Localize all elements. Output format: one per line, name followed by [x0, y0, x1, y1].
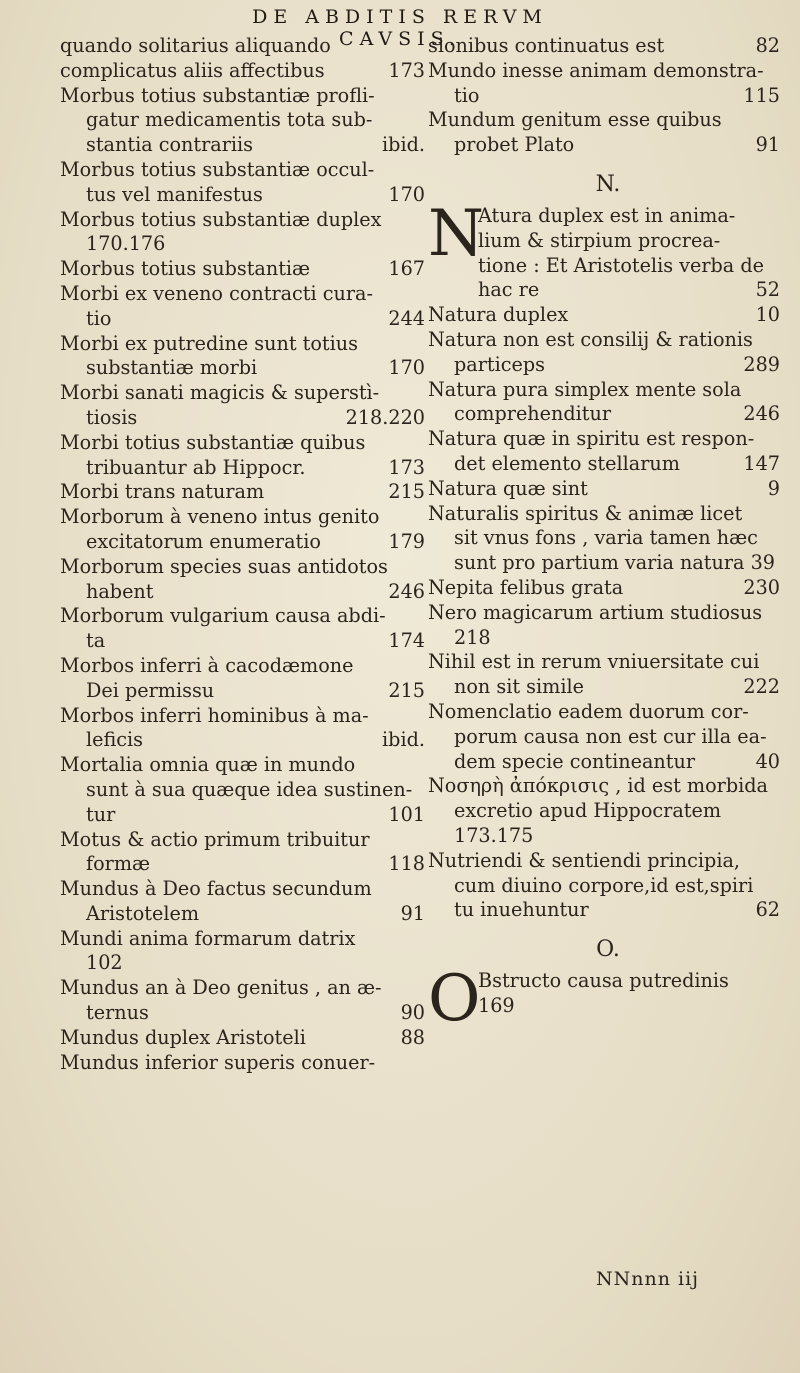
catchword: NNnnn iij: [596, 1268, 700, 1290]
letter-heading-n: N.: [595, 171, 621, 197]
page-reference: 62: [755, 898, 780, 922]
entry-line: Natura quæ sint 9: [428, 476, 780, 500]
page-reference: 88: [400, 1025, 425, 1049]
page-reference: ibid.: [382, 728, 425, 752]
index-entry: [60, 704, 425, 754]
entry-line: Morbos inferri à cacodæmone: [60, 653, 354, 677]
index-entry: [60, 976, 425, 1026]
entry-line: Natura duplex 10: [428, 303, 780, 327]
entry-line: quando solitarius aliquando: [60, 34, 331, 57]
index-entry: [428, 328, 788, 378]
index-entry: [428, 427, 788, 477]
entry-line: 169: [478, 993, 515, 1017]
index-entry: [60, 480, 425, 505]
index-entry: [60, 654, 425, 704]
running-head: DE ABDITIS RERVM CAVSIS.: [252, 6, 548, 50]
page-reference: 215: [388, 480, 425, 504]
entry-line: habent 246: [86, 579, 425, 603]
page-reference: 10: [755, 303, 780, 327]
page-reference: 174: [388, 629, 425, 653]
entry-line: Morbi sanati magicis & superstì-: [60, 381, 380, 405]
index-entry: [60, 877, 425, 927]
page-reference: 52: [755, 278, 780, 302]
entry-line: Natura pura simplex mente sola: [428, 377, 742, 401]
page-reference: 173: [388, 455, 425, 479]
entry-line: sionibus continuatus est 82: [428, 34, 780, 57]
index-entry: [428, 700, 788, 774]
entry-line: Mundus à Deo factus secundum: [60, 877, 372, 901]
page-reference: 91: [755, 133, 780, 157]
entry-line: 102: [86, 951, 123, 975]
page-reference: 115: [743, 83, 780, 107]
entry-line: Morborum species suas antidotos: [60, 554, 388, 578]
entry-line: tribuantur ab Hippocr. 173: [86, 455, 425, 479]
entry-line: sunt à sua quæque idea sustinen-: [86, 777, 413, 801]
index-entry: [428, 774, 788, 848]
obstructo-intro-entry: [428, 962, 788, 1037]
entry-line: sit vnus fons , varia tamen hæc: [454, 526, 758, 550]
page-reference: 246: [743, 402, 780, 426]
entry-line: Morbus totius substantiæ profli-: [60, 83, 375, 107]
entry-line: dem specie contineantur 40: [454, 749, 780, 773]
drop-cap-o: O: [428, 962, 481, 1037]
entry-line: excretio apud Hippocratem: [454, 799, 722, 823]
page-reference: 246: [388, 579, 425, 603]
entry-line: Mundus an à Deo genitus , an æ-: [60, 976, 382, 1000]
entry-line: leficis ibid.: [86, 728, 425, 752]
entry-line: Morbos inferri hominibus à ma-: [60, 703, 369, 727]
entry-line: Morbi trans naturam 215: [60, 480, 425, 504]
page-reference: 230: [743, 575, 780, 599]
drop-cap-n: N: [428, 196, 484, 271]
entry-line: Morbus totius substantiæ 167: [60, 257, 425, 281]
index-entry: [60, 604, 425, 654]
index-entry: [60, 208, 425, 258]
entry-line: Morbi totius substantiæ quibus: [60, 430, 366, 454]
entry-line: Atura duplex est in anima-: [478, 203, 736, 227]
entry-line: Dei permissu 215: [86, 678, 425, 702]
right-column: [428, 34, 788, 1037]
index-entry: [60, 753, 425, 827]
page-reference: 218.220: [345, 405, 425, 429]
entry-line: Nero magicarum artium studiosus: [428, 600, 763, 624]
entry-line: Natura quæ in spiritu est respon-: [428, 427, 755, 451]
entry-line: stantia contrariis ibid.: [86, 133, 425, 157]
entry-line: Natura non est consilij & rationis: [428, 327, 753, 351]
entry-line: tio 244: [86, 306, 425, 330]
index-entry: [60, 431, 425, 481]
index-entry: [428, 303, 788, 328]
page-reference: 91: [400, 901, 425, 925]
index-entry: [60, 59, 425, 84]
entry-line: tione : Et Aristotelis verba de: [478, 253, 764, 277]
entry-line: Morbus totius substantiæ occul-: [60, 157, 375, 181]
index-entry: [428, 601, 788, 651]
index-entry: [428, 378, 788, 428]
entry-line: 173.175: [454, 823, 534, 847]
entry-line: Nihil est in rerum vniuersitate cui: [428, 650, 760, 674]
page-reference: 215: [388, 678, 425, 702]
entry-line: excitatorum enumeratio 179: [86, 529, 425, 553]
index-entry: [428, 502, 788, 576]
index-entry: [60, 828, 425, 878]
page-reference: 147: [743, 451, 780, 475]
page-reference: 289: [743, 352, 780, 376]
page-reference: 82: [755, 34, 780, 57]
entry-line: lium & stirpium procrea-: [478, 228, 721, 252]
entry-line: tu inuehuntur 62: [454, 898, 780, 922]
natura-intro-entry: [428, 196, 788, 303]
entry-line: ternus 90: [86, 1001, 425, 1025]
index-entry: [60, 282, 425, 332]
entry-line: Mundus inferior superis conuer-: [60, 1050, 376, 1074]
entry-line: 170.176: [86, 232, 166, 256]
entry-line: Mundi anima formarum datrix: [60, 926, 356, 950]
entry-line: Nutriendi & sentiendi principia,: [428, 848, 741, 872]
right-column-bottom: [428, 303, 788, 923]
entry-line: non sit simile 222: [454, 675, 780, 699]
entry-line: Nepita felibus grata 230: [428, 575, 780, 599]
entry-line: formæ 118: [86, 852, 425, 876]
entry-line: Motus & actio primum tribuitur: [60, 827, 370, 851]
entry-line: tus vel manifestus 170: [86, 182, 425, 206]
index-entry: [60, 1026, 425, 1051]
entry-line: Morbus totius substantiæ duplex: [60, 207, 382, 231]
entry-line: tur 101: [86, 802, 425, 826]
index-entry: [60, 1051, 425, 1076]
page-reference: 173: [388, 58, 425, 82]
entry-line: tiosis 218.220: [86, 405, 425, 429]
entry-line: Morborum à veneno intus genito: [60, 505, 380, 529]
index-entry: [60, 381, 425, 431]
page-reference: 9: [767, 476, 780, 500]
page-reference: 244: [388, 306, 425, 330]
index-entry: [60, 555, 425, 605]
index-entry: [60, 927, 425, 977]
index-entry: [428, 650, 788, 700]
page-reference: 170: [388, 356, 425, 380]
letter-heading-o: O.: [596, 937, 620, 963]
entry-line: Mortalia omnia quæ in mundo: [60, 753, 356, 777]
index-entry: [60, 332, 425, 382]
entry-line: gatur medicamentis tota sub-: [86, 108, 373, 132]
index-entry: [428, 477, 788, 502]
entry-line: Morbi ex putredine sunt totius: [60, 331, 358, 355]
index-entry: [60, 505, 425, 555]
entry-line: tio 115: [454, 83, 780, 107]
index-entry: [60, 34, 425, 59]
entry-line: Nomenclatio eadem duorum cor-: [428, 699, 749, 723]
page-reference: 101: [388, 802, 425, 826]
entry-line: Νοσηρὴ ἀπόκρισις , id est morbida: [428, 774, 768, 798]
entry-line: Bstructo causa putredinis: [478, 969, 729, 993]
page-reference: 90: [400, 1001, 425, 1025]
page-reference: 170: [388, 182, 425, 206]
index-entry: [428, 849, 788, 923]
entry-line: 218: [454, 625, 491, 649]
page-reference: 167: [388, 257, 425, 281]
right-column-top: [428, 34, 788, 158]
entry-line: probet Plato 91: [454, 133, 780, 157]
index-entry: [428, 576, 788, 601]
index-entry: [60, 257, 425, 282]
entry-line: substantiæ morbi 170: [86, 356, 425, 380]
entry-line: hac re 52: [478, 278, 780, 302]
entry-line: Naturalis spiritus & animæ licet: [428, 501, 743, 525]
entry-line: complicatus aliis affectibus 173: [60, 58, 425, 82]
entry-line: comprehenditur 246: [454, 402, 780, 426]
page-reference: 40: [755, 749, 780, 773]
index-entry: [60, 84, 425, 158]
entry-line: Aristotelem 91: [86, 901, 425, 925]
left-column: [60, 34, 425, 1075]
entry-line: Mundo inesse animam demonstra-: [428, 58, 764, 82]
index-entry: [428, 59, 788, 109]
entry-line: Mundus duplex Aristoteli 88: [60, 1025, 425, 1049]
page-reference: ibid.: [382, 133, 425, 157]
index-entry: [428, 108, 788, 158]
entry-line: cum diuino corpore,id est,spiri: [454, 873, 754, 897]
index-entry: [60, 158, 425, 208]
entry-line: sunt pro partium varia natura 39: [454, 551, 775, 575]
page-reference: 222: [743, 675, 780, 699]
index-entry: [428, 34, 788, 59]
entry-line: Morbi ex veneno contracti cura-: [60, 281, 373, 305]
entry-line: Morborum vulgarium causa abdi-: [60, 604, 386, 628]
entry-line: Mundum genitum esse quibus: [428, 108, 722, 132]
entry-line: porum causa non est cur illa ea-: [454, 724, 767, 748]
entry-line: det elemento stellarum 147: [454, 451, 780, 475]
page-reference: 179: [388, 529, 425, 553]
page-reference: 118: [388, 852, 425, 876]
entry-line: ta 174: [86, 629, 425, 653]
entry-line: particeps 289: [454, 352, 780, 376]
